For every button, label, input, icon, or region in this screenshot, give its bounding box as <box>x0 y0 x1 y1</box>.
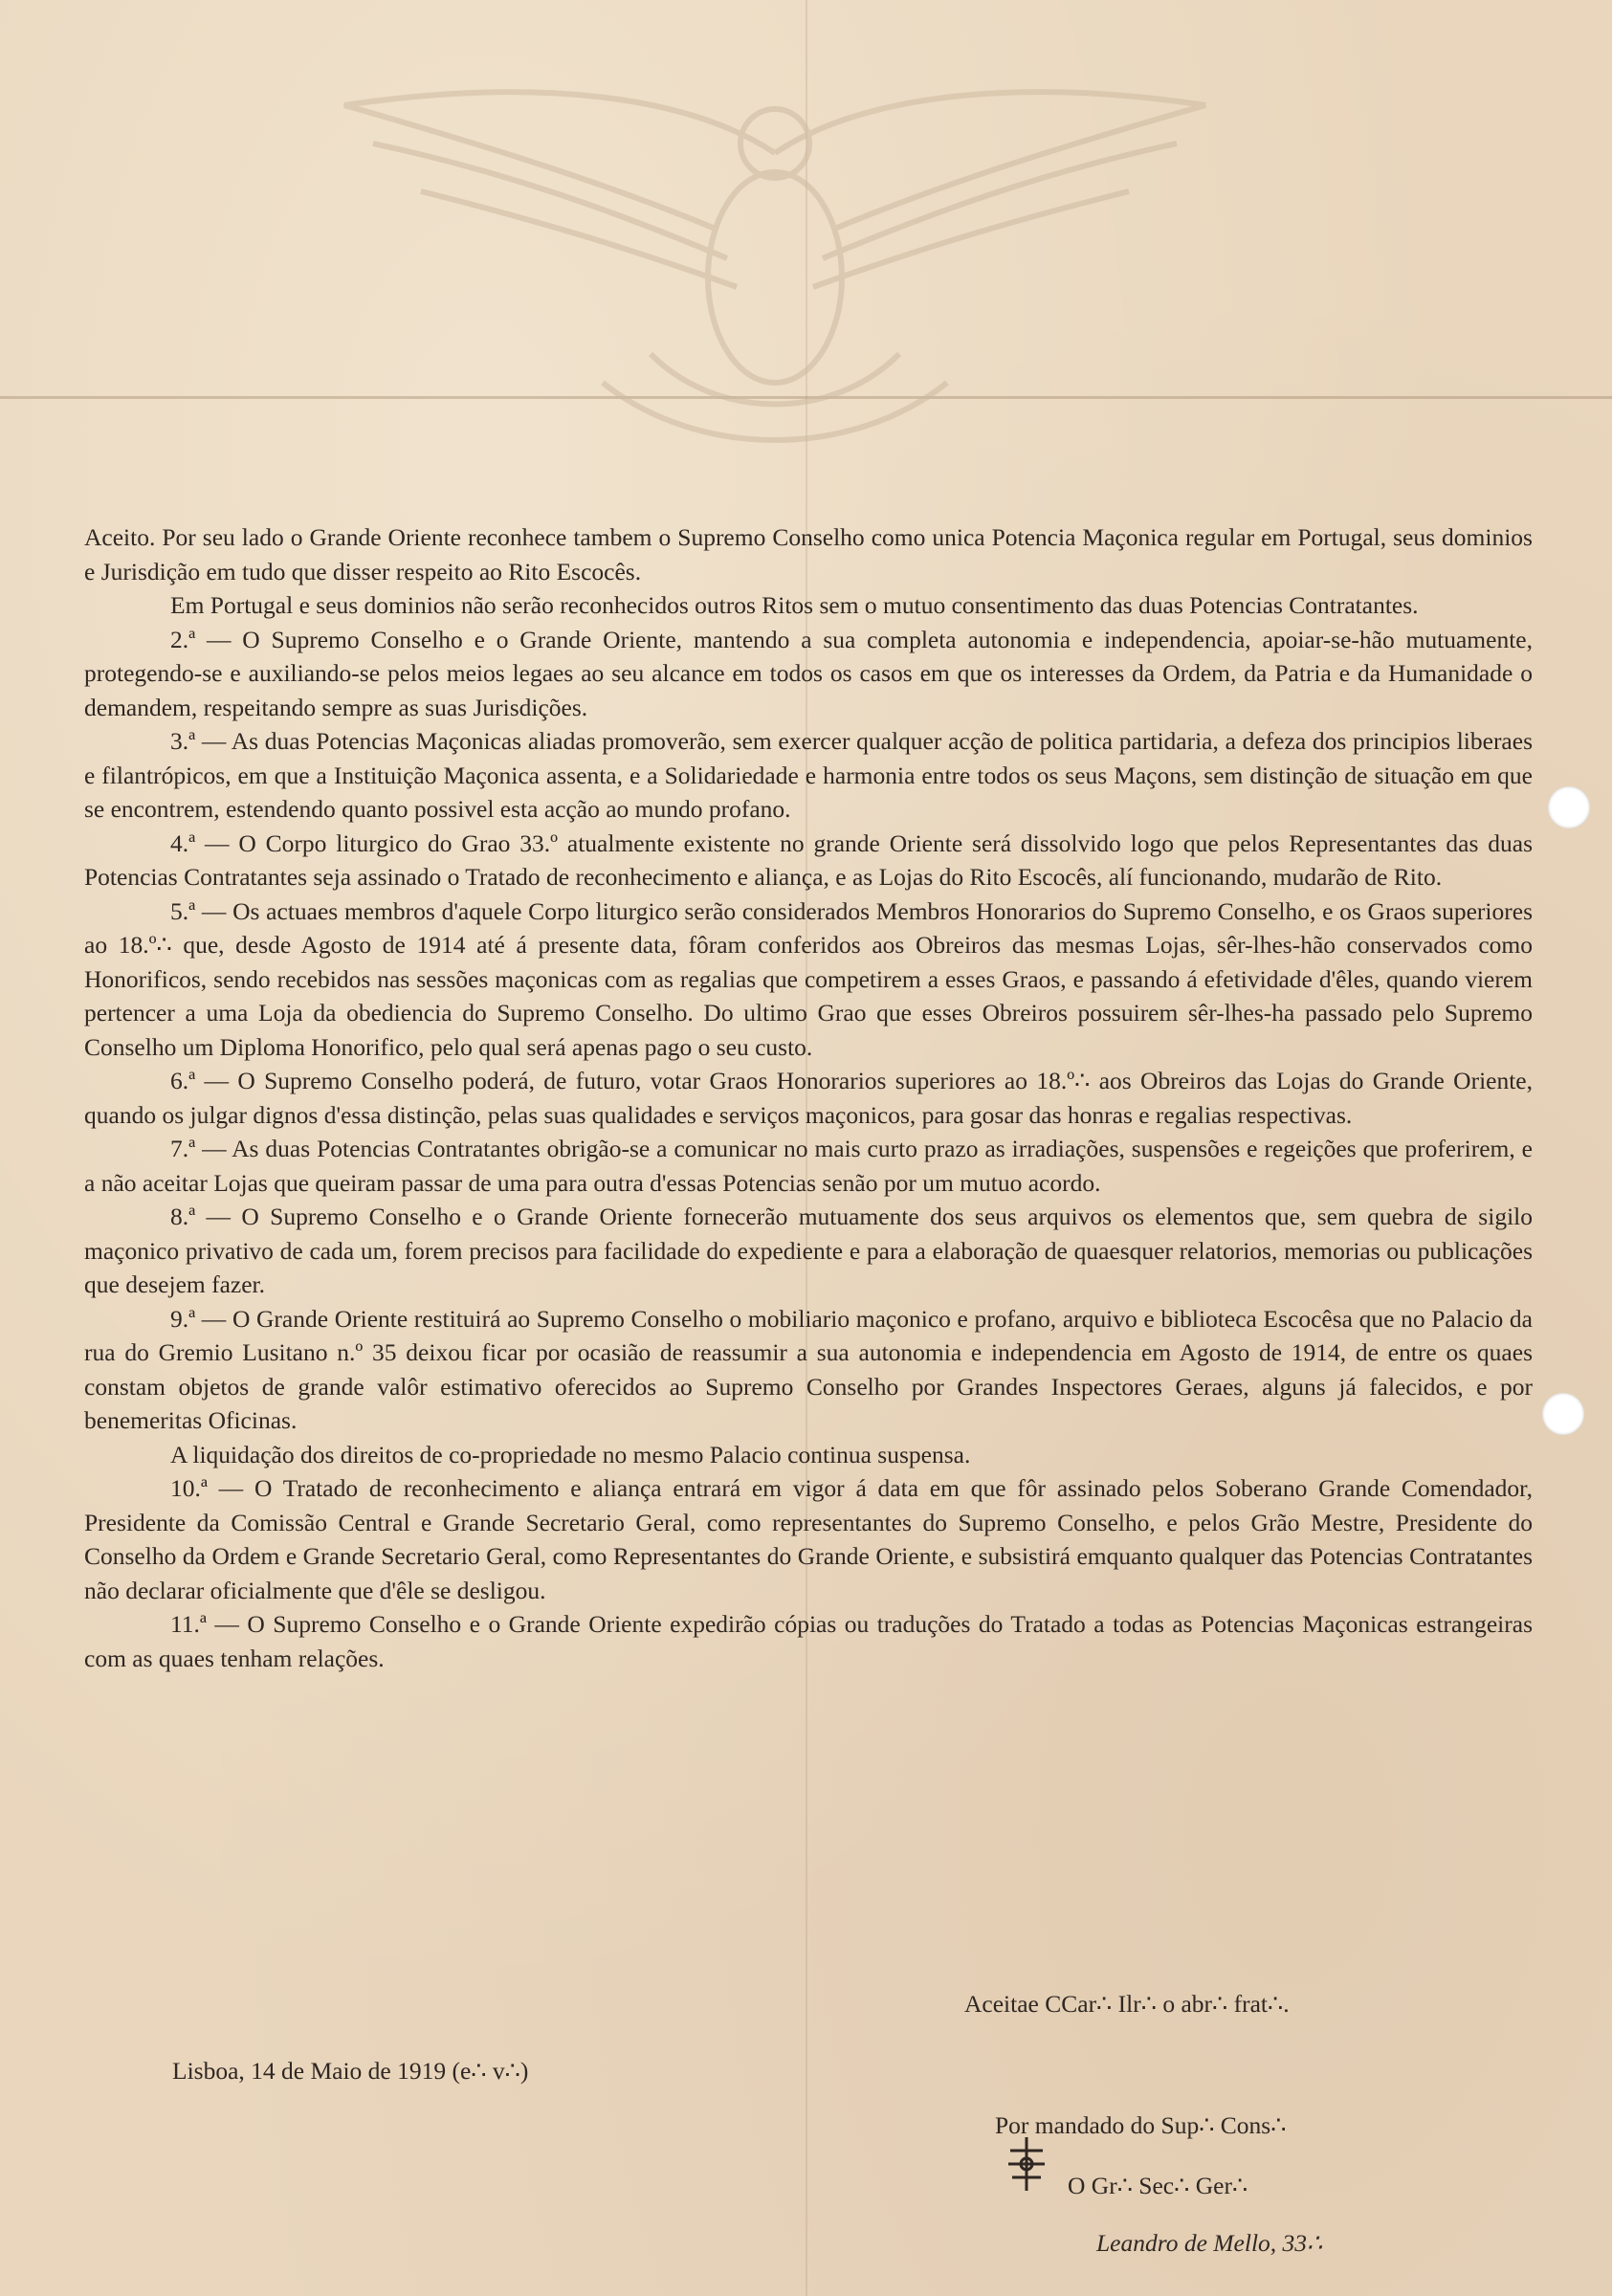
clause-9-note: A liquidação dos direitos de co-propriedade no mesmo Palacio continua suspensa. <box>170 1440 971 1468</box>
clause-3: 3.ª — As duas Potencias Maçonicas aliadas promoverão, sem exercer qualquer acção de politica partidaria, a defeza dos principios liberaes e filantrópicos, em que a Instituição Maçonica assenta, e a Solidariedade e harmonia entre todos os seus Maçons, sem distinção de situação em que se encontrem, estendendo quanto possivel esta acção ao mundo profano. <box>84 727 1533 823</box>
clause-6: 6.ª — O Supremo Conselho poderá, de futuro, votar Graos Honorarios superiores ao 18.º∴ aos Obreiros das Lojas do Grande Oriente, quando os julgar dignos d'essa distinção, pelas suas qualidades e serviços maçonicos, para gosar das honras e regalias respectivas. <box>84 1067 1533 1129</box>
clause-10: 10.ª — O Tratado de reconhecimento e aliança entrará em vigor á data em que fôr assinado pelos Soberano Grande Comendador, Presidente da Comissão Central e Grande Secretario Geral, como representantes do Supremo Conselho, e pelos Grão Mestre, Presidente do Conselho da Ordem e Grande Secretario Geral, como Representantes do Grande Oriente, e subsistirá emquanto qualquer das Potencias Contratantes não declarar oficialmente que d'êle se desligou. <box>84 1474 1533 1604</box>
punch-hole-bottom <box>1542 1393 1584 1435</box>
clause-7: 7.ª — As duas Potencias Contratantes obrigão-se a comunicar no mais curto prazo as irradiações, suspensões e regeições que proferirem, e a não aceitar Lojas que queiram passar de uma para outra d'essas Potencias senão por um mutuo acordo. <box>84 1135 1533 1197</box>
punch-hole-top <box>1548 786 1590 828</box>
paragraph-1: Aceito. Por seu lado o Grande Oriente reconhece tambem o Supremo Conselho como unica Potencia Maçonica regular em Portugal, seus dominios e Jurisdição em tudo que disser respeito ao Rito Escocês. <box>84 523 1533 585</box>
masonic-cross-seal-icon <box>1005 2135 1049 2193</box>
document-body <box>84 520 1533 1675</box>
clause-11: 11.ª — O Supremo Conselho e o Grande Oriente expedirão cópias ou traduções do Tratado a todas as Potencias Maçonicas estrangeiras com as quaes tenham relações. <box>84 1610 1533 1672</box>
by-order-line: Por mandado do Sup∴ Cons∴ <box>995 2111 1287 2139</box>
clause-4: 4.ª — O Corpo liturgico do Grao 33.º atualmente existente no grande Oriente será dissolvido logo que pelos Representantes das duas Potencias Contratantes seja assinado o Tratado de reconhecimento e aliança, e as Lojas do Rito Escocês, alí funcionando, mudarão de Rito. <box>84 828 1533 891</box>
paragraph-2: Em Portugal e seus dominios não serão reconhecidos outros Ritos sem o mutuo consentimento das duas Potencias Contratantes. <box>170 591 1419 619</box>
place-date: Lisboa, 14 de Maio de 1919 (e∴ v∴) <box>172 2057 529 2085</box>
clause-5: 5.ª — Os actuaes membros d'aquele Corpo liturgico serão considerados Membros Honorarios do Supremo Conselho, e os Graos superiores ao 18.º∴ que, desde Agosto de 1914 até á presente data, fôram conferidos aos Obreiros das mesmas Lojas, sêr-lhes-hão conservados como Honorificos, sendo recebidos nas sessões maçonicas com as regalias que competirem a esses Graos, e passando á efetividade d'êles, quando vierem pertencer a uma Loja da obediencia do Supremo Conselho. Do ultimo Grao que esses Obreiros possuirem sêr-lhes-ha passado pelo Supremo Conselho um Diploma Honorifico, pelo qual será apenas pago o seu custo. <box>84 896 1533 1061</box>
signatory-signature: Leandro de Mello, 33∴ <box>1096 2229 1323 2257</box>
clause-2: 2.ª — O Supremo Conselho e o Grande Oriente, mantendo a sua completa autonomia e independencia, apoiar-se-hão mutuamente, protegendo-se e auxiliando-se pelos meios legaes ao seu alcance em todos os casos em que os interesses da Ordem, da Patria e da Humanidade o demandem, respeitando sempre as suas Jurisdições. <box>84 625 1533 721</box>
clause-8: 8.ª — O Supremo Conselho e o Grande Oriente fornecerão mutuamente dos seus arquivos os elementos que, sem quebra de sigilo maçonico privativo de cada um, forem precisos para facilidade do expediente e para a elaboração de quaesquer relatorios, memorias ou publicações que desejem fazer. <box>84 1203 1533 1298</box>
closing-salutation: Aceitae CCar∴ Ilr∴ o abr∴ frat∴. <box>964 1990 1290 2018</box>
office-line: O Gr∴ Sec∴ Ger∴ <box>1068 2172 1248 2199</box>
eagle-emblem-watermark-icon <box>287 38 1263 450</box>
clause-9: 9.ª — O Grande Oriente restituirá ao Supremo Conselho o mobiliario maçonico e profano, arquivo e biblioteca Escocêsa que no Palacio da rua do Gremio Lusitano n.º 35 deixou ficar por ocasião de reassumir a sua autonomia e independencia em Agosto de 1914, de entre os quaes constam objetos de grande valôr estimativo oferecidos ao Supremo Conselho por Grandes Inspectores Geraes, alguns já falecidos, e por benemeritas Oficinas. <box>84 1304 1533 1434</box>
